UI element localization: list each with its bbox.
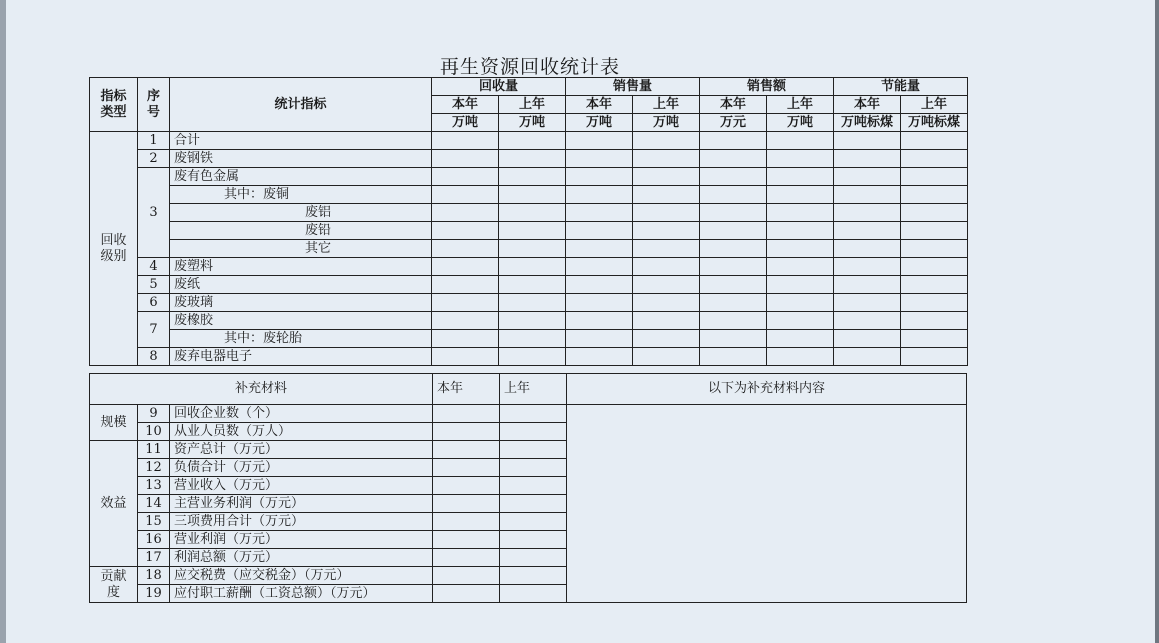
cell-input[interactable]	[499, 186, 566, 204]
header-last-year: 上年	[767, 96, 834, 114]
cell-input[interactable]	[901, 312, 968, 330]
row-seq: 6	[138, 294, 170, 312]
cell-input[interactable]	[767, 222, 834, 240]
cell-input[interactable]	[499, 168, 566, 186]
cell-input[interactable]	[767, 186, 834, 204]
cell-input[interactable]	[432, 168, 499, 186]
cell-input[interactable]	[500, 423, 567, 441]
row-name: 废铅	[170, 222, 432, 240]
table-row	[90, 168, 968, 186]
section-scale: 规模	[90, 405, 138, 441]
row-seq: 18	[138, 567, 170, 585]
cell-input[interactable]	[834, 168, 901, 186]
table-row	[90, 348, 968, 366]
cell-input[interactable]	[700, 312, 767, 330]
page-edge-right	[1155, 0, 1159, 643]
row-name: 从业人员数（万人）	[170, 423, 433, 441]
table-row	[90, 150, 968, 168]
cell-input[interactable]	[432, 186, 499, 204]
supplement-table	[89, 373, 967, 603]
cell-input[interactable]	[633, 312, 700, 330]
cell-input[interactable]	[901, 204, 968, 222]
cell-input[interactable]	[433, 477, 500, 495]
cell-input[interactable]	[433, 441, 500, 459]
cell-input[interactable]	[700, 276, 767, 294]
table-row	[90, 294, 968, 312]
row-seq: 10	[138, 423, 170, 441]
header-this-year: 本年	[700, 96, 767, 114]
supplement-last-year: 上年	[500, 374, 567, 405]
cell-input[interactable]	[901, 258, 968, 276]
cell-input[interactable]	[633, 168, 700, 186]
cell-input[interactable]	[901, 132, 968, 150]
cell-input[interactable]	[767, 168, 834, 186]
cell-input[interactable]	[499, 222, 566, 240]
cell-input[interactable]	[700, 330, 767, 348]
cell-input[interactable]	[633, 348, 700, 366]
cell-input[interactable]	[432, 276, 499, 294]
cell-input[interactable]	[633, 240, 700, 258]
table-row	[90, 312, 968, 330]
row-seq: 4	[138, 258, 170, 276]
cell-input[interactable]	[433, 459, 500, 477]
cell-input[interactable]	[500, 567, 567, 585]
row-seq: 7	[138, 312, 170, 348]
cell-input[interactable]	[834, 312, 901, 330]
row-name: 废纸	[170, 276, 432, 294]
cell-input[interactable]	[633, 258, 700, 276]
cell-input[interactable]	[633, 294, 700, 312]
header-group-recovery: 回收量	[432, 78, 566, 96]
cell-input[interactable]	[500, 531, 567, 549]
row-seq: 14	[138, 495, 170, 513]
header-this-year: 本年	[432, 96, 499, 114]
page-edge-left	[0, 0, 6, 643]
cell-input[interactable]	[499, 258, 566, 276]
cell-input[interactable]	[566, 204, 633, 222]
cell-input[interactable]	[700, 294, 767, 312]
row-name: 三项费用合计（万元）	[170, 513, 433, 531]
cell-input[interactable]	[633, 330, 700, 348]
cell-input[interactable]	[700, 204, 767, 222]
row-name: 合计	[170, 132, 432, 150]
recycle-stats-table	[89, 77, 968, 366]
cell-input[interactable]	[834, 240, 901, 258]
cell-input[interactable]	[433, 585, 500, 603]
row-name: 废有色金属	[170, 168, 432, 186]
supplement-note: 以下为补充材料内容	[567, 374, 967, 405]
cell-input[interactable]	[499, 204, 566, 222]
row-name: 废橡胶	[170, 312, 432, 330]
section-recycle-level: 回收 级别	[90, 132, 138, 366]
cell-input[interactable]	[432, 330, 499, 348]
cell-input[interactable]	[834, 276, 901, 294]
header-unit: 万元	[700, 114, 767, 132]
section-benefit: 效益	[90, 441, 138, 567]
cell-input[interactable]	[767, 240, 834, 258]
cell-input[interactable]	[432, 204, 499, 222]
row-seq: 8	[138, 348, 170, 366]
cell-input[interactable]	[700, 168, 767, 186]
cell-input[interactable]	[499, 132, 566, 150]
row-seq: 16	[138, 531, 170, 549]
cell-input[interactable]	[767, 312, 834, 330]
cell-input[interactable]	[633, 186, 700, 204]
cell-input[interactable]	[433, 495, 500, 513]
cell-input[interactable]	[500, 441, 567, 459]
header-this-year: 本年	[566, 96, 633, 114]
cell-input[interactable]	[901, 330, 968, 348]
row-name: 废塑料	[170, 258, 432, 276]
row-seq: 11	[138, 441, 170, 459]
supplement-content-area[interactable]	[567, 405, 967, 603]
cell-input[interactable]	[566, 222, 633, 240]
row-name: 回收企业数（个）	[170, 405, 433, 423]
cell-input[interactable]	[633, 222, 700, 240]
cell-input[interactable]	[499, 240, 566, 258]
cell-input[interactable]	[834, 132, 901, 150]
row-name: 其中：废铜	[170, 186, 432, 204]
row-name: 利润总额（万元）	[170, 549, 433, 567]
cell-input[interactable]	[566, 348, 633, 366]
cell-input[interactable]	[432, 348, 499, 366]
cell-input[interactable]	[566, 240, 633, 258]
cell-input[interactable]	[500, 585, 567, 603]
row-seq: 2	[138, 150, 170, 168]
row-name: 废钢铁	[170, 150, 432, 168]
table-row	[90, 132, 968, 150]
row-seq: 9	[138, 405, 170, 423]
row-seq: 3	[138, 168, 170, 258]
cell-input[interactable]	[432, 258, 499, 276]
header-indicator: 统计指标	[170, 78, 432, 132]
header-group-energy-saving: 节能量	[834, 78, 968, 96]
cell-input[interactable]	[500, 513, 567, 531]
header-last-year: 上年	[901, 96, 968, 114]
cell-input[interactable]	[767, 330, 834, 348]
header-seq: 序 号	[138, 78, 170, 132]
cell-input[interactable]	[433, 405, 500, 423]
cell-input[interactable]	[700, 258, 767, 276]
table-row	[90, 186, 968, 204]
row-name: 废弃电器电子	[170, 348, 432, 366]
cell-input[interactable]	[834, 348, 901, 366]
table-row	[90, 276, 968, 294]
cell-input[interactable]	[566, 132, 633, 150]
cell-input[interactable]	[500, 459, 567, 477]
row-name: 其中：废轮胎	[170, 330, 432, 348]
table-row	[90, 405, 967, 423]
row-name: 废铝	[170, 204, 432, 222]
header-group-sales-volume: 销售量	[566, 78, 700, 96]
cell-input[interactable]	[500, 477, 567, 495]
row-name: 应交税费（应交税金）（万元）	[170, 567, 433, 585]
cell-input[interactable]	[500, 405, 567, 423]
cell-input[interactable]	[767, 348, 834, 366]
cell-input[interactable]	[432, 312, 499, 330]
cell-input[interactable]	[432, 132, 499, 150]
cell-input[interactable]	[499, 312, 566, 330]
header-unit: 万吨标煤	[901, 114, 968, 132]
cell-input[interactable]	[566, 294, 633, 312]
row-name: 营业利润（万元）	[170, 531, 433, 549]
cell-input[interactable]	[700, 240, 767, 258]
supplement-this-year: 本年	[433, 374, 500, 405]
header-group-sales-amount: 销售额	[700, 78, 834, 96]
cell-input[interactable]	[633, 204, 700, 222]
cell-input[interactable]	[432, 240, 499, 258]
cell-input[interactable]	[433, 549, 500, 567]
cell-input[interactable]	[901, 294, 968, 312]
header-unit: 万吨	[566, 114, 633, 132]
row-seq: 5	[138, 276, 170, 294]
cell-input[interactable]	[566, 258, 633, 276]
row-seq: 12	[138, 459, 170, 477]
table-row	[90, 258, 968, 276]
row-seq: 17	[138, 549, 170, 567]
cell-input[interactable]	[499, 294, 566, 312]
row-seq: 13	[138, 477, 170, 495]
cell-input[interactable]	[433, 531, 500, 549]
cell-input[interactable]	[901, 276, 968, 294]
row-name: 应付职工薪酬（工资总额）（万元）	[170, 585, 433, 603]
row-seq: 1	[138, 132, 170, 150]
cell-input[interactable]	[834, 222, 901, 240]
cell-input[interactable]	[700, 132, 767, 150]
cell-input[interactable]	[767, 132, 834, 150]
cell-input[interactable]	[901, 240, 968, 258]
header-type: 指标 类型	[90, 78, 138, 132]
cell-input[interactable]	[433, 513, 500, 531]
header-last-year: 上年	[499, 96, 566, 114]
row-seq: 15	[138, 513, 170, 531]
cell-input[interactable]	[834, 204, 901, 222]
row-name: 资产总计（万元）	[170, 441, 433, 459]
cell-input[interactable]	[767, 150, 834, 168]
row-name: 主营业务利润（万元）	[170, 495, 433, 513]
cell-input[interactable]	[834, 330, 901, 348]
cell-input[interactable]	[901, 348, 968, 366]
table-row	[90, 222, 968, 240]
cell-input[interactable]	[901, 168, 968, 186]
supplement-label: 补充材料	[90, 374, 433, 405]
cell-input[interactable]	[566, 168, 633, 186]
cell-input[interactable]	[566, 186, 633, 204]
page-title: 再生资源回收统计表	[439, 56, 620, 78]
row-name: 其它	[170, 240, 432, 258]
cell-input[interactable]	[433, 423, 500, 441]
cell-input[interactable]	[767, 294, 834, 312]
cell-input[interactable]	[901, 150, 968, 168]
cell-input[interactable]	[500, 495, 567, 513]
header-unit: 万吨标煤	[834, 114, 901, 132]
cell-input[interactable]	[432, 222, 499, 240]
header-unit: 万吨	[432, 114, 499, 132]
cell-input[interactable]	[834, 186, 901, 204]
table-row	[90, 240, 968, 258]
section-contribution: 贡献 度	[90, 567, 138, 603]
cell-input[interactable]	[834, 150, 901, 168]
cell-input[interactable]	[499, 276, 566, 294]
cell-input[interactable]	[499, 330, 566, 348]
cell-input[interactable]	[633, 150, 700, 168]
cell-input[interactable]	[700, 348, 767, 366]
cell-input[interactable]	[499, 150, 566, 168]
cell-input[interactable]	[566, 276, 633, 294]
cell-input[interactable]	[700, 186, 767, 204]
cell-input[interactable]	[767, 258, 834, 276]
cell-input[interactable]	[499, 348, 566, 366]
table-row	[90, 330, 968, 348]
header-last-year: 上年	[633, 96, 700, 114]
cell-input[interactable]	[633, 276, 700, 294]
cell-input[interactable]	[834, 258, 901, 276]
table-row	[90, 204, 968, 222]
header-unit: 万吨	[767, 114, 834, 132]
cell-input[interactable]	[834, 294, 901, 312]
cell-input[interactable]	[432, 150, 499, 168]
row-name: 废玻璃	[170, 294, 432, 312]
cell-input[interactable]	[901, 222, 968, 240]
cell-input[interactable]	[767, 204, 834, 222]
cell-input[interactable]	[566, 150, 633, 168]
row-name: 负债合计（万元）	[170, 459, 433, 477]
header-unit: 万吨	[499, 114, 566, 132]
cell-input[interactable]	[566, 312, 633, 330]
cell-input[interactable]	[901, 186, 968, 204]
cell-input[interactable]	[633, 132, 700, 150]
row-name: 营业收入（万元）	[170, 477, 433, 495]
cell-input[interactable]	[432, 294, 499, 312]
cell-input[interactable]	[700, 222, 767, 240]
cell-input[interactable]	[500, 549, 567, 567]
cell-input[interactable]	[700, 150, 767, 168]
cell-input[interactable]	[566, 330, 633, 348]
header-this-year: 本年	[834, 96, 901, 114]
row-seq: 19	[138, 585, 170, 603]
cell-input[interactable]	[433, 567, 500, 585]
header-unit: 万吨	[633, 114, 700, 132]
cell-input[interactable]	[767, 276, 834, 294]
